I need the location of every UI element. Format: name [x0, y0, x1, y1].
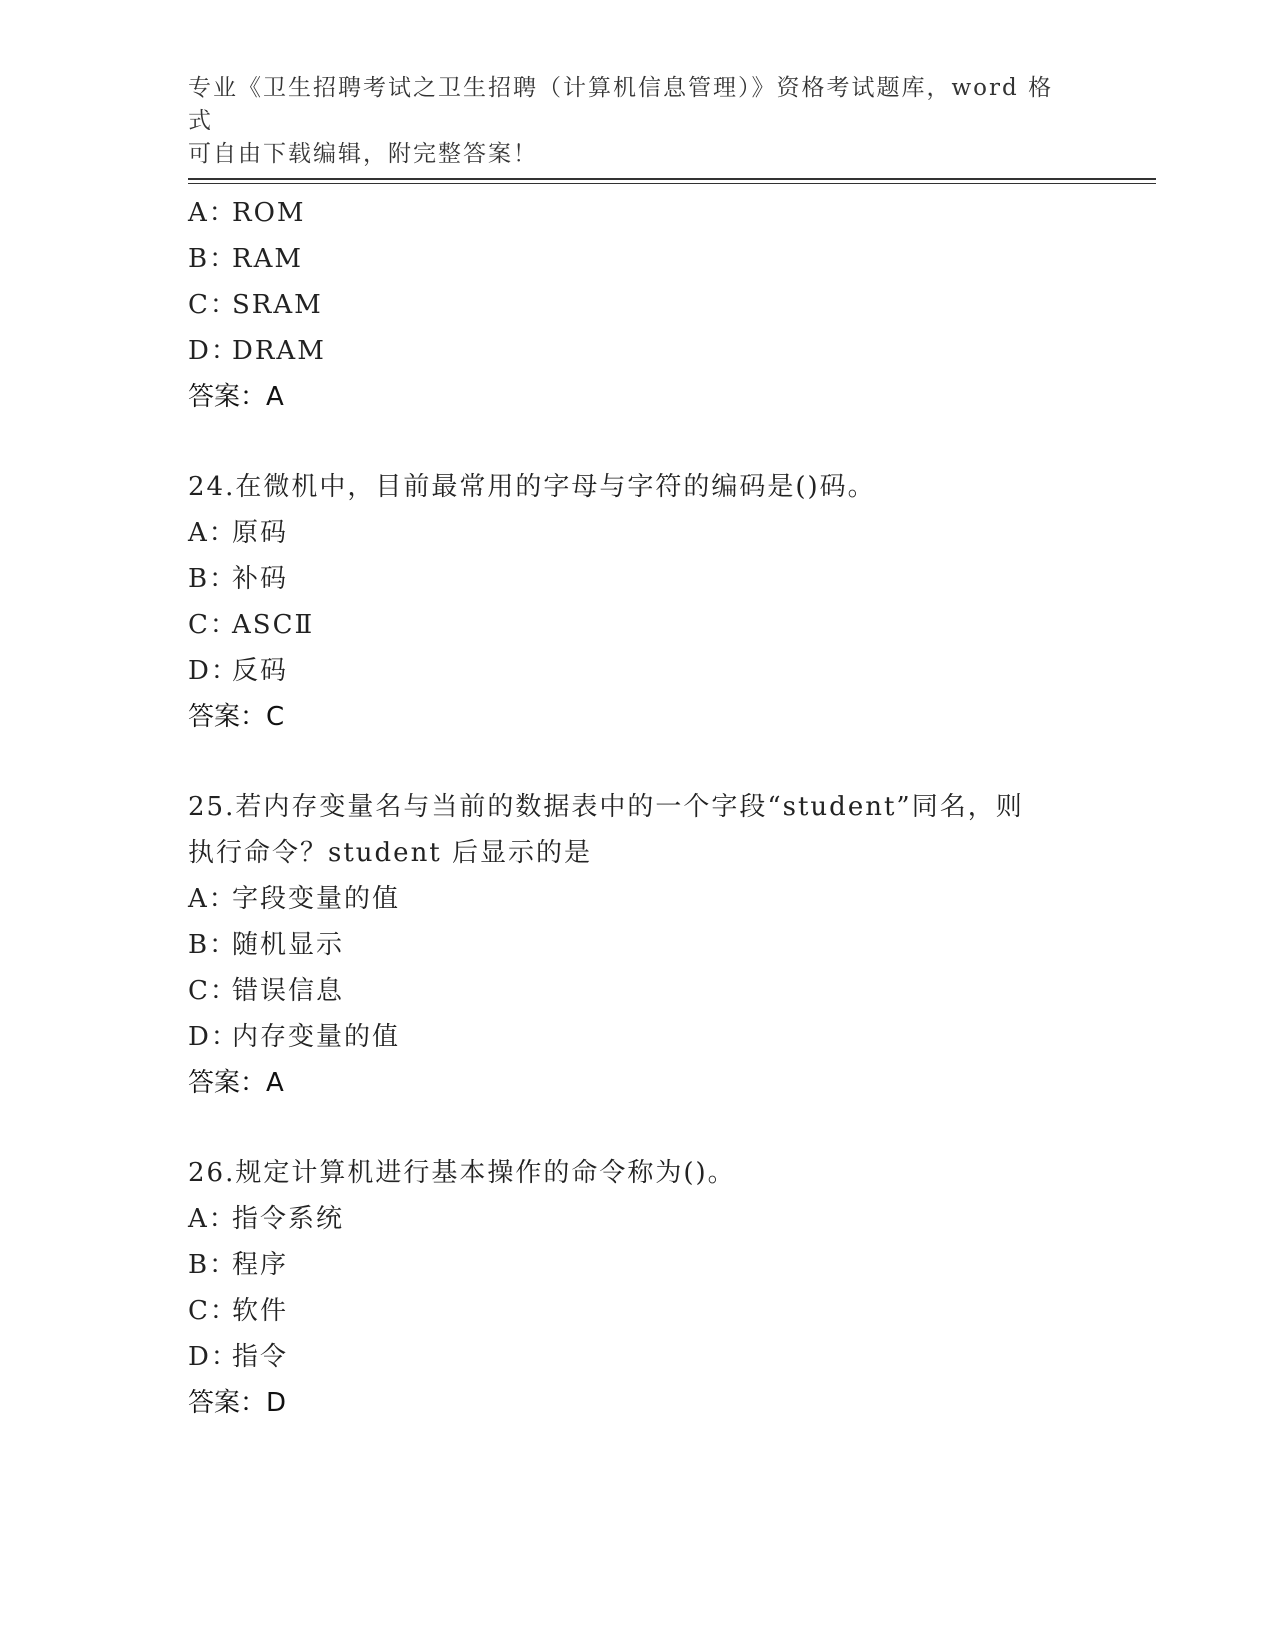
- question-stem-line-1: 25.若内存变量名与当前的数据表中的一个字段“student”同名，则: [188, 792, 1024, 822]
- question-stem: 24.在微机中，目前最常用的字母与字符的编码是()码。: [188, 472, 876, 502]
- option-text: 随机显示: [232, 930, 345, 960]
- option-text: 指令系统: [232, 1204, 345, 1234]
- option-text: ROM: [232, 198, 306, 228]
- option-text: SRAM: [232, 290, 323, 320]
- option-c: C：软件: [188, 1296, 289, 1326]
- option-a: A：ROM: [188, 198, 306, 228]
- option-a: A：指令系统: [188, 1204, 345, 1234]
- answer-line: 答案：A: [188, 1068, 284, 1098]
- option-text: 补码: [232, 564, 289, 594]
- option-text: 错误信息: [232, 976, 345, 1006]
- answer-line: 答案：C: [188, 702, 285, 732]
- question-block-26: [188, 1150, 1088, 1426]
- option-text: 程序: [232, 1250, 289, 1280]
- option-text: 软件: [232, 1296, 289, 1326]
- option-b: B：程序: [188, 1250, 289, 1280]
- question-list: [188, 190, 1088, 1426]
- option-b: B：RAM: [188, 244, 303, 274]
- option-c: C：ASCⅡ: [188, 610, 315, 640]
- question-stem: 26.规定计算机进行基本操作的命令称为()。: [188, 1158, 736, 1188]
- option-a: A：字段变量的值: [188, 884, 401, 914]
- question-stem-line-2: 执行命令？student 后显示的是: [188, 838, 593, 868]
- header-line-1: 专业《卫生招聘考试之卫生招聘（计算机信息管理）》资格考试题库，word 格式: [188, 75, 1054, 134]
- question-block-25: [188, 784, 1088, 1106]
- question-stem: [188, 784, 1088, 876]
- header-divider-thin: [188, 183, 1156, 184]
- option-text: DRAM: [232, 336, 326, 366]
- option-a: A：原码: [188, 518, 289, 548]
- answer-line: 答案：D: [188, 1388, 287, 1418]
- option-text: 反码: [232, 656, 289, 686]
- option-text: ASCⅡ: [232, 610, 315, 640]
- option-c: C：SRAM: [188, 290, 323, 320]
- option-d: D：反码: [188, 656, 289, 686]
- header-divider-thick: [188, 178, 1156, 180]
- answer-line: 答案：A: [188, 382, 284, 412]
- option-b: B：补码: [188, 564, 289, 594]
- document-header: [188, 72, 1068, 171]
- option-d: D：DRAM: [188, 336, 326, 366]
- option-text: 原码: [232, 518, 289, 548]
- option-b: B：随机显示: [188, 930, 345, 960]
- option-text: 内存变量的值: [232, 1022, 401, 1052]
- header-line-2: 可自由下载编辑，附完整答案！: [188, 141, 538, 167]
- question-block-prev: [188, 190, 1088, 420]
- option-c: C：错误信息: [188, 976, 345, 1006]
- option-text: 字段变量的值: [232, 884, 401, 914]
- option-d: D：内存变量的值: [188, 1022, 401, 1052]
- option-text: RAM: [232, 244, 303, 274]
- question-block-24: [188, 464, 1088, 740]
- option-text: 指令: [232, 1342, 289, 1372]
- option-d: D：指令: [188, 1342, 289, 1372]
